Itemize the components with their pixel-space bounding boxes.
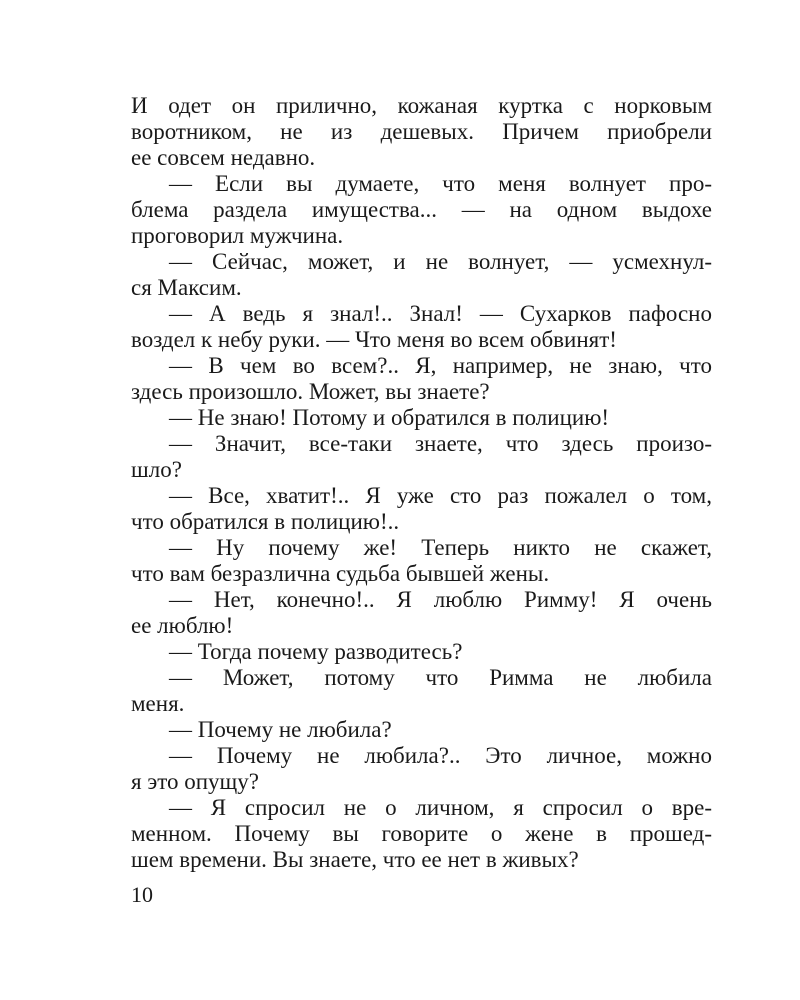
- page-number: 10: [131, 882, 153, 907]
- text-line: — Если вы думаете, что меня волнует про-: [169, 171, 712, 196]
- text-line: — Сейчас, может, и не волнует, — усмехнул-: [169, 249, 712, 274]
- text-line: — Почему не любила?.. Это личное, можно: [169, 743, 712, 768]
- paragraph: [131, 405, 712, 431]
- paragraph: [131, 535, 712, 587]
- text-line: — Может, потому что Римма не любила: [169, 665, 712, 690]
- paragraph: [131, 431, 712, 483]
- paragraph: [131, 717, 712, 743]
- text-line: — А ведь я знал!.. Знал! — Сухарков пафосно: [169, 301, 712, 326]
- text-line: здесь произошло. Может, вы знаете?: [131, 379, 490, 404]
- text-line: — Нет, конечно!.. Я люблю Римму! Я очень: [169, 587, 712, 612]
- paragraph: [131, 483, 712, 535]
- body-text: [131, 93, 712, 873]
- text-line: — В чем во всем?.. Я, например, не знаю, что: [169, 353, 712, 378]
- text-line: шло?: [131, 457, 182, 482]
- text-line: шем времени. Вы знаете, что ее нет в живых?: [131, 847, 579, 872]
- paragraph: [131, 249, 712, 301]
- text-line: И одет он прилично, кожаная куртка с норковым: [131, 93, 712, 118]
- text-line: проговорил мужчина.: [131, 223, 344, 248]
- paragraph: [131, 353, 712, 405]
- text-line: воздел к небу руки. — Что меня во всем обвинят!: [131, 327, 617, 352]
- text-line: — Все, хватит!.. Я уже сто раз пожалел о том,: [169, 483, 712, 508]
- text-line: что обратился в полицию!..: [131, 509, 400, 534]
- text-line: блема раздела имущества... — на одном выдохе: [131, 197, 712, 222]
- text-line: менном. Почему вы говорите о жене в прошед-: [131, 821, 712, 846]
- text-line: ее совсем недавно.: [131, 145, 316, 170]
- text-line: — Почему не любила?: [169, 717, 392, 742]
- text-line: что вам безразлична судьба бывшей жены.: [131, 561, 550, 586]
- paragraph: [131, 743, 712, 795]
- text-line: я это опущу?: [131, 769, 259, 794]
- paragraph: [131, 171, 712, 249]
- paragraph: [131, 301, 712, 353]
- paragraph: [131, 93, 712, 171]
- text-line: ся Максим.: [131, 275, 242, 300]
- text-line: воротником, не из дешевых. Причем приобрели: [131, 119, 712, 144]
- text-line: меня.: [131, 691, 185, 716]
- text-line: — Не знаю! Потому и обратился в полицию!: [169, 405, 610, 430]
- paragraph: [131, 795, 712, 873]
- text-line: ее люблю!: [131, 613, 234, 638]
- paragraph: [131, 639, 712, 665]
- text-line: — Я спросил не о личном, я спросил о вре-: [169, 795, 712, 820]
- text-line: — Ну почему же! Теперь никто не скажет,: [169, 535, 712, 560]
- text-line: — Тогда почему разводитесь?: [169, 639, 463, 664]
- paragraph: [131, 665, 712, 717]
- paragraph: [131, 587, 712, 639]
- text-line: — Значит, все-таки знаете, что здесь произо-: [169, 431, 712, 456]
